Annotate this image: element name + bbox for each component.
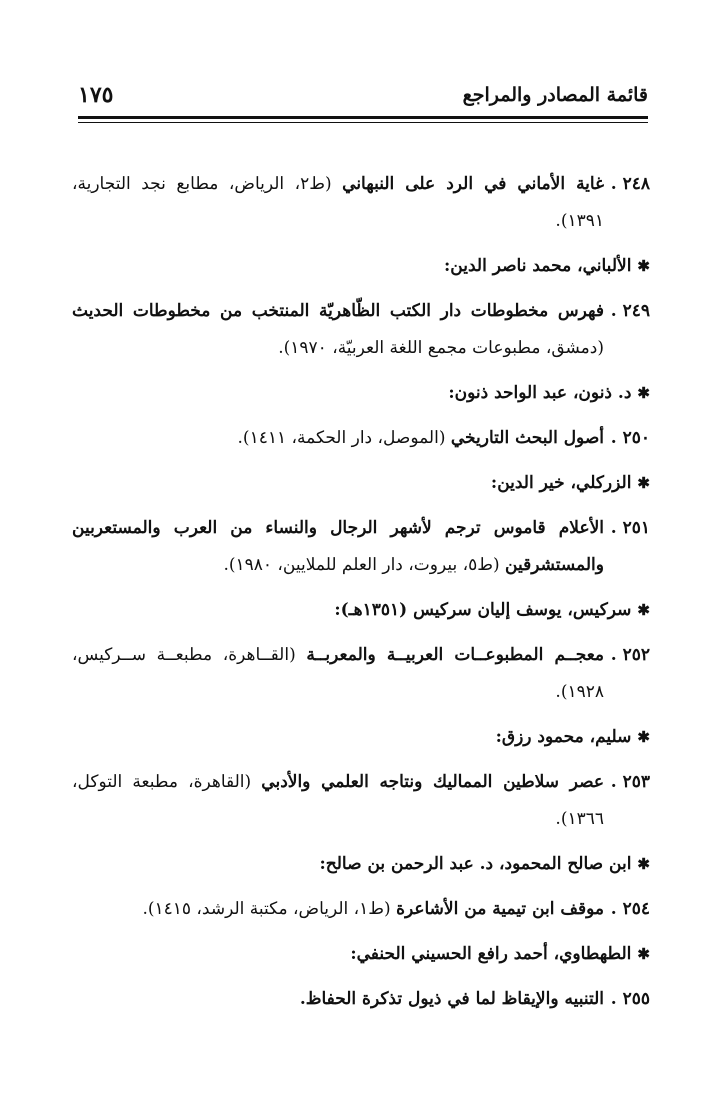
- author-name: الألباني، محمد ناصر الدين:: [444, 256, 632, 276]
- star-bullet-icon: ✱: [637, 855, 650, 873]
- entry-title: معجــم المطبوعــات العربيــة والمعربــة: [306, 645, 604, 665]
- author-heading: [72, 936, 650, 973]
- entry-publication: (الموصل، دار الحكمة، ١٤١١).: [237, 428, 451, 448]
- star-bullet-icon: ✱: [637, 384, 650, 402]
- entry-number: ٢٤٩ .: [610, 301, 650, 321]
- entry-publication: (دمشق، مطبوعات مجمع اللغة العربيّة، ١٩٧٠).: [278, 338, 604, 358]
- entry-number: ٢٥٥ .: [610, 989, 650, 1009]
- entry-publication: (القــاهرة، مطبعــة ســركيس، ١٩٢٨).: [72, 645, 604, 702]
- entry-publication: (ط٢، الرياض، مطابع نجد التجارية، ١٣٩١).: [72, 174, 604, 231]
- author-name: سليم، محمود رزق:: [495, 727, 632, 747]
- entry-number: ٢٥١ .: [610, 518, 650, 538]
- entry-publication: (القاهرة، مطبعة التوكل، ١٣٦٦).: [72, 772, 604, 829]
- author-name: الطهطاوي، أحمد رافع الحسيني الحنفي:: [350, 944, 632, 964]
- entry-publication: (ط٥، بيروت، دار العلم للملايين، ١٩٨٠).: [223, 555, 506, 575]
- references-list: [72, 166, 650, 1026]
- star-bullet-icon: ✱: [637, 601, 650, 619]
- star-bullet-icon: ✱: [637, 474, 650, 492]
- reference-entry: [72, 637, 650, 711]
- author-name: ابن صالح المحمود، د. عبد الرحمن بن صالح:: [319, 854, 632, 874]
- entry-title: موقف ابن تيمية من الأشاعرة: [396, 899, 604, 919]
- entry-title: الأعلام قاموس ترجم لأشهر الرجال والنساء من العرب والمستعربين والمستشرقين: [72, 518, 604, 575]
- reference-entry: [72, 891, 650, 928]
- author-name: د. ذنون، عبد الواحد ذنون:: [448, 383, 632, 403]
- entry-number: ٢٥٢ .: [610, 645, 650, 665]
- author-heading: [72, 719, 650, 756]
- entry-number: ٢٥٤ .: [610, 899, 650, 919]
- author-heading: [72, 248, 650, 285]
- author-heading: [72, 592, 650, 629]
- header-rule-thin: [78, 122, 648, 123]
- entry-title: فهرس مخطوطات دار الكتب الظّاهريّة المنتخب من مخطوطات الحديث: [72, 301, 604, 321]
- reference-entry: [72, 764, 650, 838]
- star-bullet-icon: ✱: [637, 257, 650, 275]
- header-rule-thick: [78, 116, 648, 119]
- author-name: سركيس، يوسف إليان سركيس (١٣٥١هـ):: [334, 600, 632, 620]
- author-heading: [72, 846, 650, 883]
- entry-number: ٢٥٠ .: [610, 428, 650, 448]
- entry-title: عصر سلاطين المماليك ونتاجه العلمي والأدبي: [261, 772, 604, 792]
- star-bullet-icon: ✱: [637, 728, 650, 746]
- running-header: [78, 82, 648, 114]
- reference-entry: [72, 981, 650, 1018]
- entry-number: ٢٥٣ .: [610, 772, 650, 792]
- entry-number: ٢٤٨ .: [610, 174, 650, 194]
- reference-entry: [72, 293, 650, 367]
- entry-title: التنبيه والإيقاظ لما في ذيول تذكرة الحفاظ.: [299, 989, 604, 1009]
- author-heading: [72, 465, 650, 502]
- author-heading: [72, 375, 650, 412]
- reference-entry: [72, 166, 650, 240]
- author-name: الزركلي، خير الدين:: [490, 473, 632, 493]
- star-bullet-icon: ✱: [637, 945, 650, 963]
- entry-title: أصول البحث التاريخي: [450, 428, 604, 448]
- reference-entry: [72, 510, 650, 584]
- header-title: قائمة المصادر والمراجع: [462, 84, 648, 106]
- entry-title: غاية الأماني في الرد على النبهاني: [342, 174, 604, 194]
- entry-publication: (ط١، الرياض، مكتبة الرشد، ١٤١٥).: [142, 899, 397, 919]
- reference-entry: [72, 420, 650, 457]
- page-number: ١٧٥: [78, 82, 114, 108]
